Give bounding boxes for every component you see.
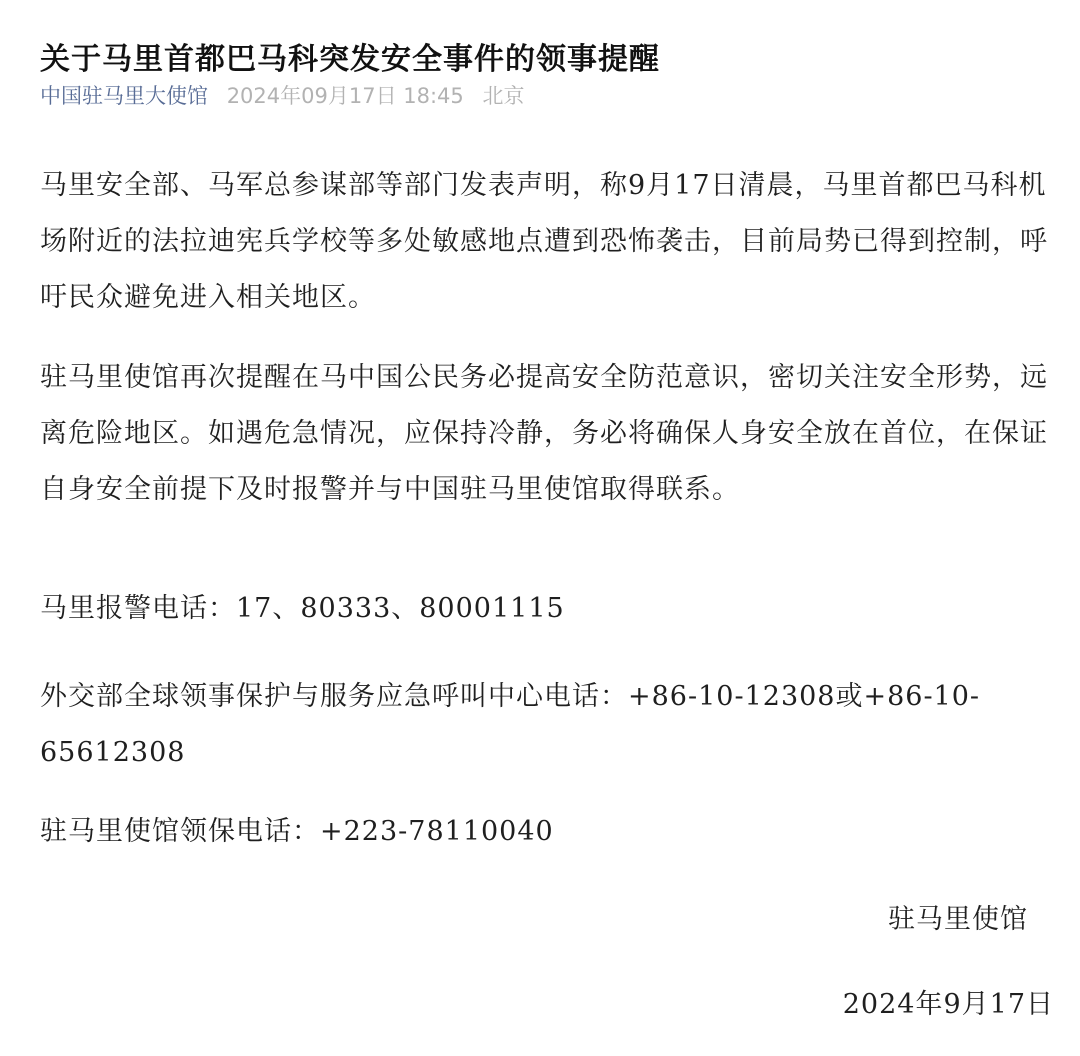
account-name-link[interactable]: 中国驻马里大使馆 — [40, 84, 208, 108]
article-meta — [40, 80, 524, 112]
paragraph-consular-hotline: 外交部全球领事保护与服务应急呼叫中心电话：+86-10-12308或+86-10-65612308 — [40, 681, 981, 768]
publish-location: 北京 — [482, 84, 525, 108]
paragraph-police-phone: 马里报警电话：17、80333、80001115 — [40, 593, 565, 624]
paragraph-embassy-phone: 驻马里使馆领保电话：+223-78110040 — [40, 816, 554, 847]
publish-time: 2024年09月17日 18:45 — [226, 84, 464, 108]
signature-organization: 驻马里使馆 — [888, 904, 1028, 935]
paragraph-incident: 马里安全部、马军总参谋部等部门发表声明，称9月17日清晨，马里首都巴马科机场附近的法拉迪宪兵学校等多处敏感地点遭到恐怖袭击，目前局势已得到控制，呼吁民众避免进入相关地区。 — [40, 170, 1048, 313]
paragraph-reminder: 驻马里使馆再次提醒在马中国公民务必提高安全防范意识，密切关注安全形势，远离危险地区。如遇危急情况，应保持冷静，务必将确保人身安全放在首位，在保证自身安全前提下及时报警并与中国驻马里使馆取得联系。 — [40, 362, 1048, 505]
article-title: 关于马里首都巴马科突发安全事件的领事提醒 — [40, 42, 660, 78]
signature-date: 2024年9月17日 — [842, 989, 1054, 1020]
